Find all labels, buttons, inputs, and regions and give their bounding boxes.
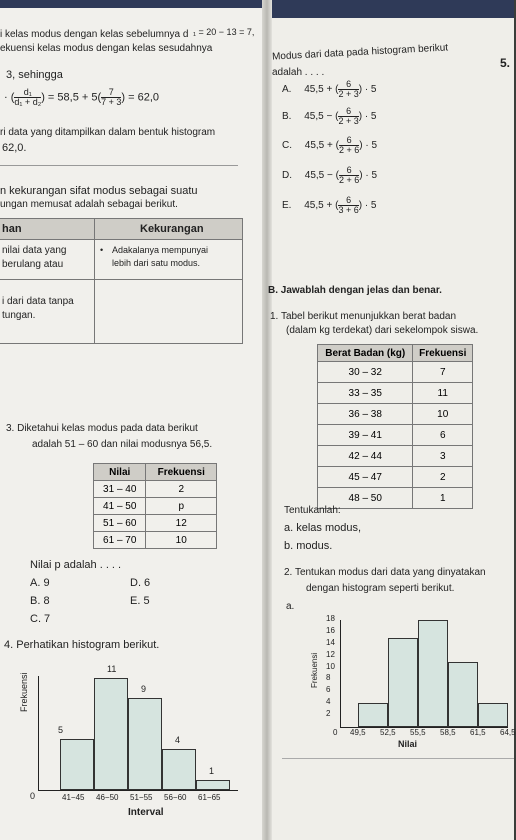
bb-table bbox=[317, 344, 473, 509]
hist1-bar bbox=[196, 780, 230, 790]
hist1-xlabel: Interval bbox=[128, 807, 164, 818]
q2-line2: dengan histogram seperti berikut. bbox=[306, 583, 455, 594]
book-spine bbox=[262, 0, 272, 840]
hist1-value-label: 4 bbox=[175, 735, 181, 746]
hist1-bar bbox=[94, 678, 128, 790]
adv-r1-right-2: lebih dari satu modus. bbox=[112, 258, 201, 268]
hist2-bar bbox=[478, 703, 508, 727]
hist1-tick-label: 56−60 bbox=[164, 793, 187, 802]
hist1-tick-label: 61−65 bbox=[198, 793, 221, 802]
q1-line2: (dalam kg terdekat) dari sekelompok siswa. bbox=[286, 325, 479, 336]
adv-header bbox=[0, 219, 242, 240]
tentukan-b: b. modus. bbox=[284, 540, 333, 552]
hist2-x-tick: 61,5 bbox=[470, 728, 486, 737]
q3-opt-e: E. 5 bbox=[130, 595, 150, 607]
para2-line1: n kekurangan sifat modus sebagai suatu bbox=[0, 185, 198, 197]
hist2-y-tick: 12 bbox=[326, 649, 335, 659]
hist1-tick-label: 41−45 bbox=[62, 793, 85, 802]
hist2-ylabel: Frekuensi bbox=[310, 652, 319, 688]
hist1-bar bbox=[60, 739, 94, 790]
adv-r2-left-2: tungan. bbox=[2, 310, 36, 321]
q5-option-d: D. 45,5 − ( $\frac{6}{2 + 6}$ ) · 5 bbox=[282, 165, 378, 185]
q3-opt-d: D. 6 bbox=[130, 577, 151, 589]
adv-r1-left-2: berulang atau bbox=[2, 259, 64, 270]
hist2-y-tick: 18 bbox=[326, 614, 335, 623]
hist1-bar bbox=[128, 698, 162, 790]
hist2-y-tick: 10 bbox=[326, 661, 335, 671]
table-row: 61 – 70 10 bbox=[94, 532, 217, 549]
adv-r1-right-1: Adakalanya mempunyai bbox=[112, 245, 209, 255]
tentukan-a: a. kelas modus, bbox=[284, 522, 362, 534]
q3-th-frek: Frekuensi bbox=[146, 464, 217, 481]
hist2-bar bbox=[388, 638, 418, 727]
hist2-bar bbox=[418, 620, 448, 727]
hist1-x-axis bbox=[38, 790, 238, 791]
adv-r1-left-1: nilai data yang bbox=[2, 245, 67, 256]
q4-text: 4. Perhatikan histogram berikut. bbox=[4, 639, 160, 651]
table-row: 51 – 60 12 bbox=[94, 515, 217, 532]
hist2-y-tick: 6 bbox=[326, 685, 331, 695]
intro-line1: i kelas modus dengan kelas sebelumnya d bbox=[0, 29, 189, 40]
adv-r2-left-1: i dari data tanpa bbox=[2, 296, 74, 307]
adv-header-right: Kekurangan bbox=[140, 223, 204, 235]
adv-table bbox=[0, 218, 243, 344]
hist1-y-axis bbox=[38, 676, 39, 790]
hist2-bar bbox=[358, 703, 388, 727]
intro-line2: ekuensi kelas modus dengan kelas sesudahnya bbox=[0, 43, 213, 54]
q3-line2: adalah 51 – 60 dan nilai modusnya 56,5. bbox=[32, 439, 213, 450]
q3-opt-a: A. 9 bbox=[30, 577, 50, 589]
tentukan: Tentukanlah: bbox=[284, 505, 341, 516]
q5-option-c: C. 45,5 + ( $\frac{6}{2 + 6}$ ) · 5 bbox=[282, 135, 378, 155]
table-row: 42 – 44 3 bbox=[318, 446, 473, 467]
hist2-x-tick: 52,5 bbox=[380, 728, 396, 737]
hist2-x-tick: 49,5 bbox=[350, 728, 366, 737]
table-row: 33 – 35 11 bbox=[318, 383, 473, 404]
divider-right bbox=[282, 758, 514, 759]
q5-option-e: E. 45,5 + ( $\frac{6}{3 + 6}$ ) · 5 bbox=[282, 195, 377, 215]
hist2-x-tick: 0 bbox=[333, 728, 338, 737]
section-b: B. Jawablah dengan jelas dan benar. bbox=[268, 285, 442, 296]
intro-formula: ₁ = 20 − 13 = 7, bbox=[193, 27, 255, 37]
q2-line1: 2. Tentukan modus dari data yang dinyatakan bbox=[284, 567, 486, 578]
hist1-tick-label: 51−55 bbox=[130, 793, 153, 802]
q5-number: 5. bbox=[500, 56, 511, 70]
table-row: 31 – 40 2 bbox=[94, 481, 217, 498]
hist2-x-tick: 58,5 bbox=[440, 728, 456, 737]
hist2-y-tick: 16 bbox=[326, 625, 335, 635]
q5-option-b: B. 45,5 − ( $\frac{6}{2 + 3}$ ) · 5 bbox=[282, 106, 377, 126]
hist1-value-label: 1 bbox=[209, 765, 215, 776]
q2-a: a. bbox=[286, 601, 295, 612]
q3-th-nilai: Nilai bbox=[94, 464, 146, 481]
hist1-value-label: 11 bbox=[107, 663, 117, 674]
table-row: 36 – 38 10 bbox=[318, 404, 473, 425]
hist2-y-tick: 4 bbox=[326, 697, 331, 707]
hist1-origin: 0 bbox=[30, 791, 36, 801]
table-row: 45 – 47 2 bbox=[318, 467, 473, 488]
table-row: 30 – 32 7 bbox=[318, 362, 473, 383]
q5-line2: adalah . . . . bbox=[272, 67, 325, 78]
hist2-x-tick: 55,5 bbox=[410, 728, 426, 737]
q5-line1: Modus dari data pada histogram berikut bbox=[271, 42, 449, 63]
bb-th-berat: Berat Badan (kg) bbox=[318, 345, 413, 362]
hist1-bar bbox=[162, 749, 196, 790]
intro-line3: 3, sehingga bbox=[6, 69, 63, 81]
hist1-value-label: 5 bbox=[58, 725, 64, 735]
table-row: 39 – 41 6 bbox=[318, 425, 473, 446]
hist2-y-axis bbox=[340, 620, 341, 727]
hist2-y-tick: 14 bbox=[326, 637, 335, 647]
adv-bullet: • bbox=[100, 245, 104, 255]
q3-opt-b: B. 8 bbox=[30, 595, 50, 607]
hist2-x-tick: 64,5 bbox=[500, 728, 516, 737]
hist1-value-label: 9 bbox=[141, 684, 147, 695]
para2-line2: ungan memusat adalah sebagai berikut. bbox=[0, 199, 178, 210]
hist2-y-tick: 8 bbox=[326, 673, 331, 683]
q3-opt-c: C. 7 bbox=[30, 613, 51, 625]
bb-th-frek: Frekuensi bbox=[413, 345, 473, 362]
q3-ask: Nilai p adalah . . . . bbox=[30, 559, 122, 571]
hist2-y-tick: 2 bbox=[326, 709, 331, 719]
para1-line2: 62,0. bbox=[2, 142, 27, 154]
mode-formula: · ( $\frac{\text{d₁}}{\text{d₁ + d₂}}$ ) = 58,5 + 5( $\frac{7}{7 + 3}$ ) = 62,0 bbox=[4, 87, 160, 107]
q3-line1: 3. Diketahui kelas modus pada data berikut bbox=[6, 423, 198, 434]
adv-header-left: han bbox=[2, 223, 22, 235]
hist1-ylabel: Frekuensi bbox=[19, 672, 29, 712]
q1-line1: 1. Tabel berikut menunjukkan berat badan bbox=[270, 311, 457, 322]
hist2-xlabel: Nilai bbox=[398, 739, 418, 749]
q5-option-a: A. 45,5 + ( $\frac{6}{2 + 3}$ ) · 5 bbox=[282, 79, 377, 99]
hist2-bar bbox=[448, 662, 478, 727]
hist1-tick-label: 46−50 bbox=[96, 793, 119, 802]
table-row: 48 – 50 1 bbox=[318, 488, 473, 509]
para1-line1: ri data yang ditampilkan dalam bentuk histogram bbox=[0, 127, 216, 138]
table-row: 41 – 50 p bbox=[94, 498, 217, 515]
q3-table bbox=[93, 463, 217, 549]
divider bbox=[0, 165, 238, 166]
